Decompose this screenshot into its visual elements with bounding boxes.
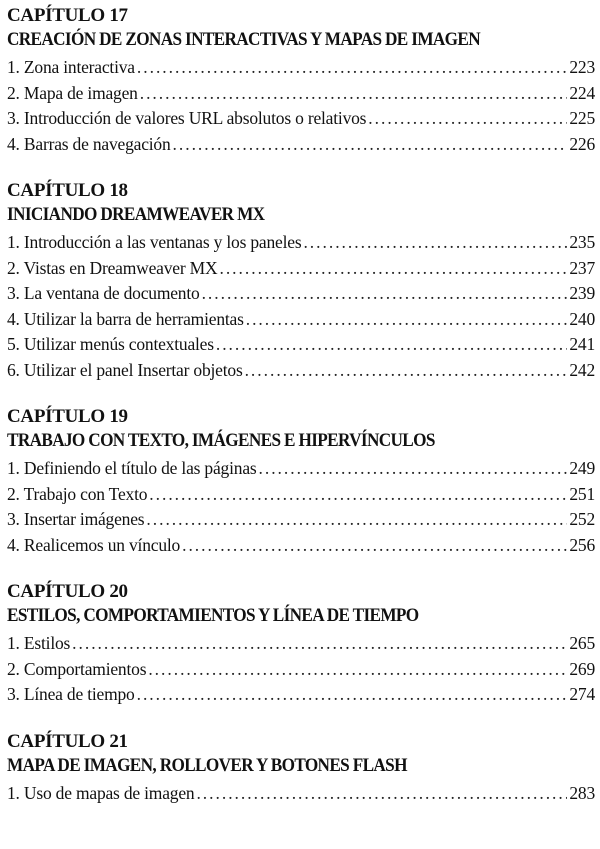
toc-entry-page: 235 (569, 232, 595, 252)
toc-entry-label: 2. Trabajo con Texto (7, 483, 148, 504)
toc-entry-page: 226 (569, 133, 595, 154)
toc-entry-label: 3. Introducción de valores URL absolutos o relativos (7, 108, 367, 128)
toc-entry-page: 252 (569, 509, 595, 529)
toc-entry-label: 5. Utilizar menús contextuales (7, 334, 214, 354)
toc-entry-label: 1. Uso de mapas de imagen (7, 782, 195, 803)
chapter-number: CAPÍTULO 20 (7, 581, 128, 602)
chapter-section (7, 179, 595, 383)
toc-entry (7, 307, 595, 333)
chapter-section (7, 730, 595, 807)
chapter-number: CAPÍTULO 21 (7, 730, 128, 752)
toc-entry-label: 4. Barras de navegación (7, 133, 171, 154)
toc-entry (7, 132, 595, 158)
chapter-number: CAPÍTULO 19 (7, 406, 128, 427)
toc-entry-label: 2. Mapa de imagen (7, 82, 138, 103)
toc-entry (7, 507, 595, 533)
dot-leader (246, 307, 568, 333)
dot-leader (259, 456, 568, 482)
dot-leader (303, 230, 567, 256)
dot-leader (149, 482, 567, 508)
chapter-entries (7, 456, 595, 558)
toc-entry (7, 256, 595, 282)
toc-entry-label: 1. Introducción a las ventanas y los paneles (7, 232, 302, 252)
dot-leader (140, 81, 568, 107)
toc-entry (7, 230, 595, 256)
toc-entry (7, 55, 595, 81)
toc-entry-label: 4. Utilizar la barra de herramientas (7, 308, 244, 329)
toc-entry (7, 533, 595, 559)
chapter-section (7, 405, 595, 558)
toc-entry-page: 274 (569, 684, 595, 704)
toc-entry-page: 240 (569, 308, 595, 329)
toc-entry (7, 106, 595, 132)
dot-leader (196, 781, 567, 807)
chapter-entries (7, 55, 595, 157)
toc-entry (7, 358, 595, 384)
chapter-title: ESTILOS, COMPORTAMIENTOS Y LÍNEA DE TIEMPO (7, 606, 419, 626)
toc-entry-page: 249 (569, 458, 595, 478)
chapter-number: CAPÍTULO 18 (7, 180, 128, 201)
chapter-title: INICIANDO DREAMWEAVER MX (7, 205, 265, 225)
dot-leader (216, 332, 567, 358)
dot-leader (148, 657, 567, 683)
chapter-entries (7, 631, 595, 708)
toc-entry-label: 4. Realicemos un vínculo (7, 534, 181, 555)
dot-leader (202, 281, 568, 307)
toc-entry-label: 2. Comportamientos (7, 658, 147, 679)
chapter-title: CREACIÓN DE ZONAS INTERACTIVAS Y MAPAS DE IMAGEN (7, 30, 481, 50)
toc-entry (7, 781, 595, 807)
toc-entry-page: 283 (569, 782, 595, 803)
chapter-entries (7, 781, 595, 807)
toc-entry-page: 223 (569, 57, 595, 77)
toc-entry-page: 265 (569, 633, 595, 653)
chapter-title: MAPA DE IMAGEN, ROLLOVER Y BOTONES FLASH (7, 755, 407, 776)
table-of-contents (7, 4, 595, 828)
toc-entry (7, 657, 595, 683)
dot-leader (72, 631, 567, 657)
dot-leader (146, 507, 567, 533)
toc-entry-label: 3. La ventana de documento (7, 283, 200, 303)
toc-entry (7, 631, 595, 657)
toc-entry-label: 1. Estilos (7, 633, 71, 653)
chapter-section (7, 580, 595, 708)
toc-entry-label: 1. Definiendo el título de las páginas (7, 458, 257, 478)
toc-entry (7, 81, 595, 107)
toc-entry-page: 225 (569, 108, 595, 128)
toc-entry-page: 256 (569, 534, 595, 555)
toc-entry-label: 2. Vistas en Dreamweaver MX (7, 257, 218, 278)
dot-leader (245, 358, 568, 384)
toc-entry (7, 682, 595, 708)
toc-entry-page: 224 (569, 82, 595, 103)
toc-entry (7, 482, 595, 508)
toc-entry-page: 242 (569, 359, 595, 380)
dot-leader (368, 106, 567, 132)
dot-leader (137, 682, 568, 708)
toc-entry-page: 237 (569, 257, 595, 278)
dot-leader (173, 132, 568, 158)
chapter-title: TRABAJO CON TEXTO, IMÁGENES E HIPERVÍNCULOS (7, 431, 435, 451)
toc-entry-label: 3. Insertar imágenes (7, 509, 145, 529)
toc-entry-label: 3. Línea de tiempo (7, 684, 135, 704)
chapter-number: CAPÍTULO 17 (7, 5, 128, 26)
chapter-entries (7, 230, 595, 383)
toc-entry (7, 332, 595, 358)
toc-entry-page: 251 (569, 483, 595, 504)
toc-entry-label: 6. Utilizar el panel Insertar objetos (7, 359, 243, 380)
toc-entry-page: 239 (569, 283, 595, 303)
toc-entry-label: 1. Zona interactiva (7, 57, 135, 77)
toc-entry (7, 281, 595, 307)
chapter-section (7, 4, 595, 157)
toc-entry (7, 456, 595, 482)
dot-leader (137, 55, 567, 81)
toc-entry-page: 269 (569, 658, 595, 679)
dot-leader (219, 256, 567, 282)
dot-leader (182, 533, 567, 559)
toc-entry-page: 241 (569, 334, 595, 354)
